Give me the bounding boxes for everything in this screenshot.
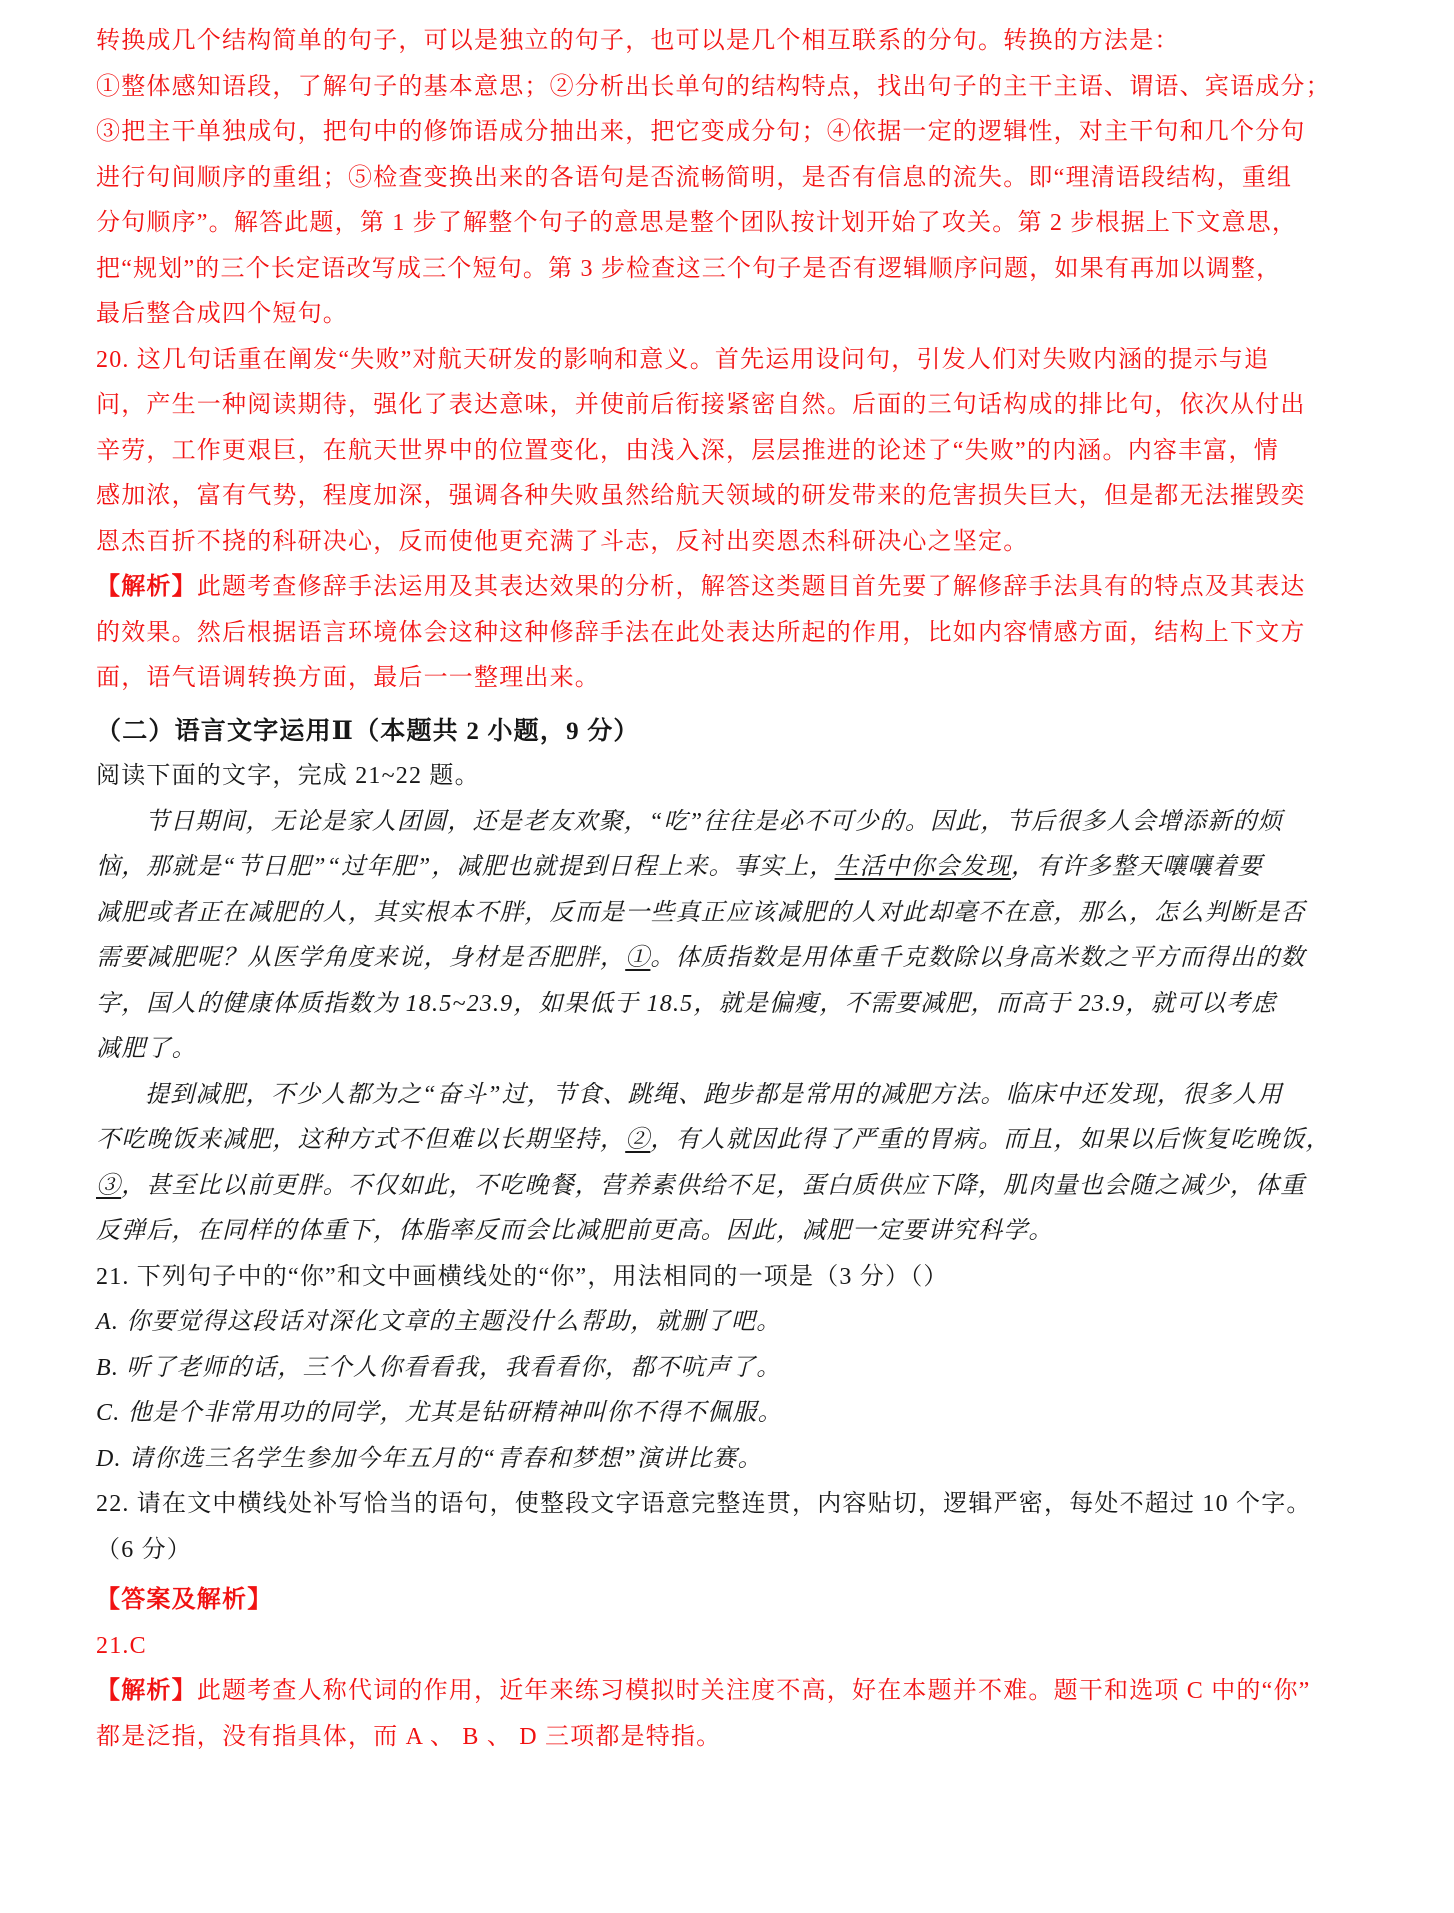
question-21 <box>96 1255 1394 1301</box>
text-segment: 最后整合成四个短句。 <box>96 301 348 327</box>
text-segment: 辛劳，工作更艰巨，在航天世界中的位置变化，由浅入深，层层推进的论述了“失败”的内涵。内容丰富，情 <box>96 437 1279 464</box>
text-segment: C. 他是个非常用功的同学，尤其是钻研精神叫你不得不佩服。 <box>96 1400 783 1426</box>
text-segment: 都是泛指，没有指具体，而 A 、 B 、 D 三项都是特指。 <box>96 1723 722 1750</box>
question-22-score <box>96 1528 1394 1574</box>
text-segment: 把“规划”的三个长定语改写成三个短句。第 3 步检查这三个句子是否有逻辑顺序问题，如果有再加以调整， <box>96 255 1282 282</box>
text-segment: （二）语言文字运用Ⅱ（本题共 2 小题，9 分） <box>96 717 640 745</box>
option-d <box>96 1437 1394 1483</box>
text-segment: 需要减肥呢？从医学角度来说，身材是否肥胖， <box>96 945 626 971</box>
passage-line <box>96 936 1394 982</box>
answer-section-heading <box>96 1578 1394 1624</box>
passage-line <box>96 891 1394 937</box>
passage-line <box>96 982 1394 1028</box>
text-segment: 减肥或者正在减肥的人，其实根本不胖，反而是一些真正应该减肥的人对此却毫不在意，那么，怎么判断是否 <box>96 899 1306 926</box>
text-segment: B. 听了老师的话，三个人你看看我，我看看你，都不吭声了。 <box>96 1354 782 1381</box>
blank-underline: ③ <box>96 1172 122 1199</box>
passage-line <box>96 1209 1394 1255</box>
question-22 <box>96 1482 1394 1528</box>
answer-21 <box>96 1624 1394 1670</box>
text-segment: 减肥了。 <box>96 1036 197 1062</box>
passage-line <box>96 1073 1394 1119</box>
answer-analysis-line <box>96 65 1394 111</box>
option-a <box>96 1300 1394 1346</box>
passage-line <box>96 1118 1394 1164</box>
text-segment: 22. 请在文中横线处补写恰当的语句，使整段文字语意完整连贯，内容贴切，逻辑严密，每处不超过 10 个字。 <box>96 1491 1312 1517</box>
answer-20-line <box>96 429 1394 475</box>
text-segment: 面，语气语调转换方面，最后一一整理出来。 <box>96 665 600 691</box>
text-segment: 21.C <box>96 1632 147 1659</box>
answer-analysis-line <box>96 292 1394 338</box>
text-segment: 恼，那就是“节日肥”“过年肥”，减肥也就提到日程上来。事实上， <box>96 854 835 880</box>
text-segment: 的效果。然后根据语言环境体会这种这种修辞手法在此处表达所起的作用，比如内容情感方面，结构上下文方 <box>96 619 1306 646</box>
answer-20-line <box>96 383 1394 429</box>
text-segment: 提到减肥，不少人都为之“奋斗”过，节食、跳绳、跑步都是常用的减肥方法。临床中还发现，很多人用 <box>145 1081 1283 1108</box>
text-segment: 21. 下列句子中的“你”和文中画横线处的“你”，用法相同的一项是（3 分）（） <box>96 1263 949 1290</box>
blank-underline: 生活中你会发现 <box>834 854 1011 880</box>
text-segment: A. 你要觉得这段话对深化文章的主题没什么帮助，就删了吧。 <box>96 1309 782 1335</box>
passage-line <box>96 1027 1394 1073</box>
answer-analysis-line <box>96 19 1394 65</box>
text-segment: 不吃晚饭来减肥，这种方式不但难以长期坚持， <box>96 1127 626 1153</box>
text-segment: 分句顺序”。解答此题，第 1 步了解整个句子的意思是整个团队按计划开始了攻关。第 2 步根据上下文意思， <box>96 210 1298 236</box>
answer-analysis-line <box>96 247 1394 293</box>
text-segment: ，有许多整天嚷嚷着要 <box>1011 854 1263 880</box>
text-segment: 【解析】 <box>96 574 197 600</box>
text-segment: ③把主干单独成句，把句中的修饰语成分抽出来，把它变成分句；④依据一定的逻辑性，对主干句和几个分句 <box>96 119 1306 145</box>
analysis-20-line <box>96 611 1394 657</box>
text-segment: D. 请你选三名学生参加今年五月的“青春和梦想”演讲比赛。 <box>96 1445 763 1472</box>
text-segment: ，有人就因此得了严重的胃病。而且，如果以后恢复吃晚饭， <box>650 1127 1331 1153</box>
text-segment: 。体质指数是用体重千克数除以身高米数之平方而得出的数 <box>650 945 1306 971</box>
analysis-21-line <box>96 1669 1394 1715</box>
text-segment: 【答案及解析】 <box>96 1587 273 1613</box>
passage-line <box>96 1164 1394 1210</box>
text-segment: 恩杰百折不挠的科研决心，反而使他更充满了斗志，反衬出奕恩杰科研决心之坚定。 <box>96 528 1029 555</box>
passage-line <box>96 845 1394 891</box>
option-b <box>96 1346 1394 1392</box>
text-segment: 反弹后，在同样的体重下，体脂率反而会比减肥前更高。因此，减肥一定要讲究科学。 <box>96 1218 1054 1244</box>
text-segment: 转换成几个结构简单的句子，可以是独立的句子，也可以是几个相互联系的分句。转换的方法是： <box>96 28 1180 54</box>
blank-underline: ① <box>625 945 651 971</box>
text-segment: 【解析】 <box>96 1678 197 1704</box>
text-segment: 节日期间，无论是家人团圆，还是老友欢聚，“吃”往往是必不可少的。因此，节后很多人会增添新的烦 <box>145 808 1283 835</box>
analysis-20-line <box>96 656 1394 702</box>
text-segment: 此题考查修辞手法运用及其表达效果的分析，解答这类题目首先要了解修辞手法具有的特点及其表达 <box>196 574 1306 600</box>
text-segment: 问，产生一种阅读期待，强化了表达意味，并使前后衔接紧密自然。后面的三句话构成的排比句，依次从付出 <box>96 392 1306 418</box>
section-heading <box>96 709 1394 755</box>
answer-20-line <box>96 520 1394 566</box>
passage-line <box>96 800 1394 846</box>
text-segment: ，甚至比以前更胖。不仅如此，不吃晚餐，营养素供给不足，蛋白质供应下降，肌肉量也会随之减少，体重 <box>121 1172 1306 1199</box>
passage-intro <box>96 754 1394 800</box>
text-segment: 进行句间顺序的重组；⑤检查变换出来的各语句是否流畅简明，是否有信息的流失。即“理清语段结构，重组 <box>96 164 1293 191</box>
answer-20-line <box>96 338 1394 384</box>
blank-underline: ② <box>625 1127 651 1153</box>
text-segment: 阅读下面的文字，完成 21~22 题。 <box>96 763 480 789</box>
text-segment: 此题考查人称代词的作用，近年来练习模拟时关注度不高，好在本题并不难。题干和选项 C 中的“你” <box>196 1678 1311 1704</box>
text-segment: ①整体感知语段，了解句子的基本意思；②分析出长单句的结构特点，找出句子的主干主语、谓语、宾语成分； <box>96 73 1331 100</box>
option-c <box>96 1391 1394 1437</box>
answer-analysis-line <box>96 156 1394 202</box>
document-body <box>96 19 1394 1760</box>
text-segment: 感加浓，富有气势，程度加深，强调各种失败虽然给航天领域的研发带来的危害损失巨大，但是都无法摧毁奕 <box>96 483 1306 509</box>
answer-20-line <box>96 474 1394 520</box>
answer-analysis-line <box>96 110 1394 156</box>
analysis-20-line <box>96 565 1394 611</box>
text-segment: 字，国人的健康体质指数为 18.5~23.9，如果低于 18.5，就是偏瘦，不需要减肥，而高于 23.9，就可以考虑 <box>96 990 1277 1017</box>
answer-analysis-line <box>96 201 1394 247</box>
text-segment: 20. 这几句话重在阐发“失败”对航天研发的影响和意义。首先运用设问句，引发人们对失败内涵的提示与追 <box>96 346 1270 373</box>
text-segment: （6 分） <box>96 1536 192 1563</box>
analysis-21-line <box>96 1715 1394 1761</box>
